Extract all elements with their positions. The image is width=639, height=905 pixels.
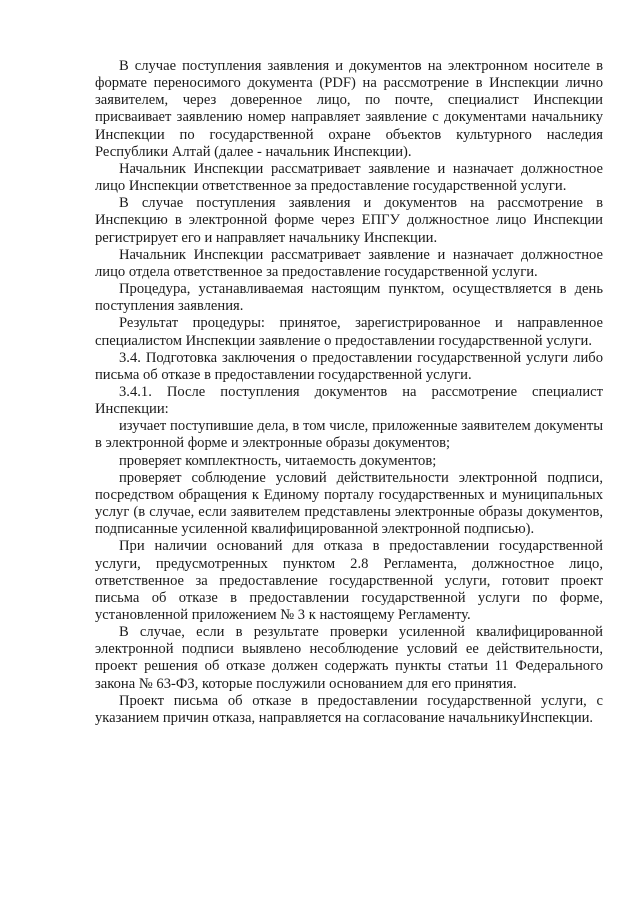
section-heading-3-4-1: 3.4.1. После поступления документов на рассмотрение специалист Инспекции: xyxy=(95,383,603,418)
paragraph-receipt-on-media: В случае поступления заявления и документов на электронном носителе в формате переносимого документа (PDF) на рассмотрение в Инспекции лично заявителем, через доверенное лицо, по почте, специалист Инспекции присваивает заявлению номер направляет заявление с документами начальнику Инспекции по государственной охране объектов культурного наследия Республики Алтай (далее - начальник Инспекции). xyxy=(95,58,603,160)
paragraph-checks-completeness: проверяет комплектность, читаемость документов; xyxy=(119,452,437,469)
paragraph-checks-signature: проверяет соблюдение условий действительности электронной подписи, посредством обращения к Единому порталу государственных и муниципальных услуг (в случае, если заявителем представлены электронные образы документов, подписанные усиленной квалифицированной электронной подписью). xyxy=(95,469,603,538)
paragraph-epgu-receipt: В случае поступления заявления и документов на рассмотрение в Инспекцию в электронной форме через ЕПГУ должностное лицо Инспекции регистрирует его и направляет начальнику Инспекции. xyxy=(95,195,603,246)
document-page xyxy=(95,58,603,727)
paragraph-procedure-timing: Процедура, устанавливаемая настоящим пунктом, осуществляется в день поступления заявления. xyxy=(95,281,603,315)
paragraph-signature-invalid: В случае, если в результате проверки усиленной квалифицированной электронной подписи выявлено несоблюдение условий ее действительности, проект решения об отказе должен содержать пункты статьи 11 Федерального закона № 63-ФЗ, которые послужили основанием для его принятия. xyxy=(95,624,603,692)
paragraph-head-assigns: Начальник Инспекции рассматривает заявление и назначает должностное лицо Инспекции ответственное за предоставление государственной услуги. xyxy=(95,160,603,195)
paragraph-studies-documents: изучает поступившие дела, в том числе, приложенные заявителем документы в электронной форме и электронные образы документов; xyxy=(95,418,603,452)
paragraph-refusal-grounds: При наличии оснований для отказа в предоставлении государственной услуги, предусмотренных пунктом 2.8 Регламента, должностное лицо, ответственное за предоставление государственной услуги, готовит проект письма об отказе в предоставлении государственной услуги по форме, установленной приложением № 3 к настоящему Регламенту. xyxy=(95,538,603,623)
paragraph-refusal-approval: Проект письма об отказе в предоставлении государственной услуги, с указанием причин отказа, направляется на согласование начальникуИнспекции. xyxy=(95,692,603,726)
paragraph-procedure-result: Результат процедуры: принятое, зарегистрированное и направленное специалистом Инспекции заявление о предоставлении государственной услуги. xyxy=(95,315,603,349)
paragraph-head-assigns-department: Начальник Инспекции рассматривает заявление и назначает должностное лицо отдела ответственное за предоставление государственной услуги. xyxy=(95,246,603,280)
section-heading-3-4: 3.4. Подготовка заключения о предоставлении государственной услуги либо письма об отказе в предоставлении государственной услуги. xyxy=(95,349,603,383)
